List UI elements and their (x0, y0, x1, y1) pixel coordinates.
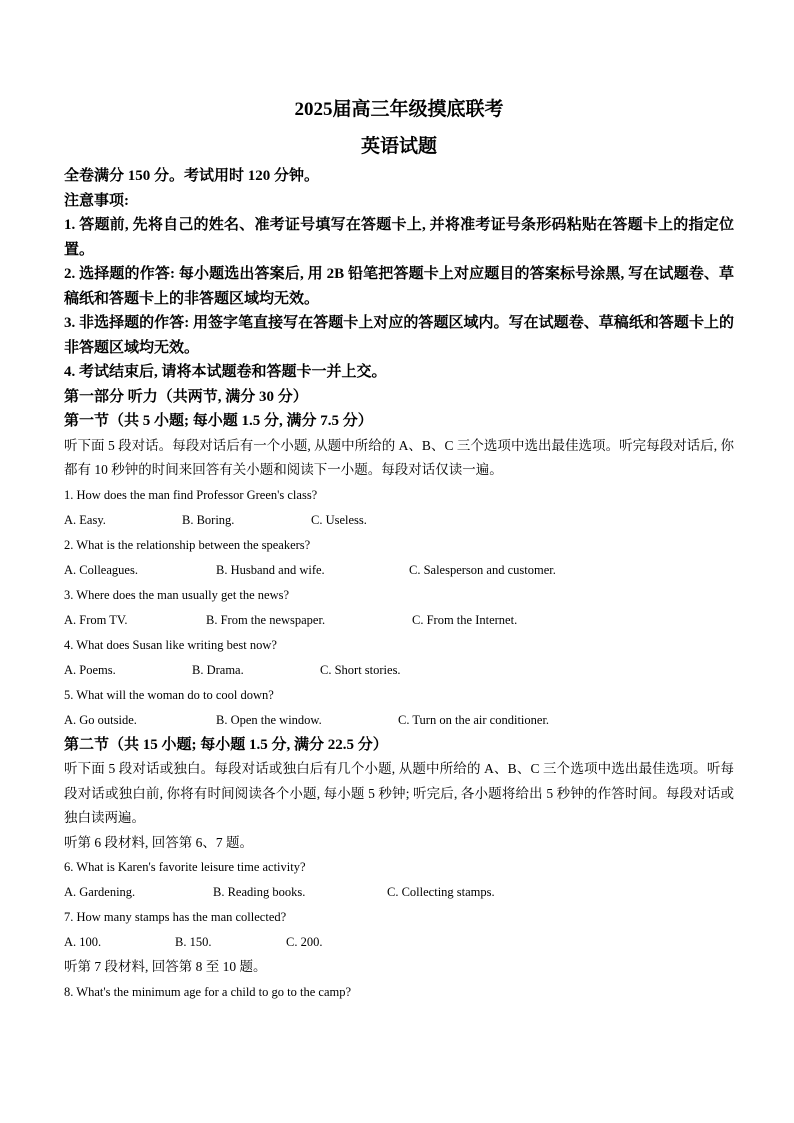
question-options (64, 558, 734, 583)
option-b: B. From the newspaper. (206, 612, 326, 627)
material-7-note: 听第 7 段材料, 回答第 8 至 10 题。 (64, 959, 267, 974)
question-stem: 1. How does the man find Professor Green's class? (64, 487, 318, 502)
option-c: C. From the Internet. (412, 612, 518, 627)
question-stem: 6. What is Karen's favorite leisure time activity? (64, 860, 306, 874)
option-c: C. Useless. (311, 512, 367, 527)
option-a: A. Easy. (64, 512, 106, 527)
instruction-item: 3. 非选择题的作答: 用签字笔直接写在答题卡上对应的答题区域内。写在试题卷、草稿纸和答题卡上的非答题区域均无效。 (64, 315, 734, 356)
option-b: B. Drama. (192, 662, 244, 677)
instruction-item: 1. 答题前, 先将自己的姓名、准考证号填写在答题卡上, 并将准考证号条形码粘贴在答题卡上的指定位置。 (64, 217, 734, 258)
score-time-line: 全卷满分 150 分。考试用时 120 分钟。 (64, 168, 320, 184)
exam-title: 2025届高三年级摸底联考 (294, 99, 504, 120)
exam-subtitle: 英语试题 (360, 136, 437, 157)
question-stem: 5. What will the woman do to cool down? (64, 687, 274, 702)
exam-page (64, 96, 734, 1005)
instruction-item: 4. 考试结束后, 请将本试题卷和答题卡一并上交。 (64, 364, 387, 380)
option-b: B. Reading books. (213, 885, 306, 899)
part1-heading: 第一部分 听力（共两节, 满分 30 分） (64, 388, 308, 405)
section2-directions: 听下面 5 段对话或独白。每段对话或独白后有几个小题, 从题中所给的 A、B、C 三个选项中选出最佳选项。听每段对话或独白前, 你将有时间阅读各个小题, 每小题 5 秒钟; 听完后, 各小题将给出 5 秒钟的作答时间。每段对话或独白读两遍。 (64, 761, 734, 825)
question-options (64, 708, 734, 733)
question-stem: 4. What does Susan like writing best now? (64, 637, 277, 652)
section1-directions: 听下面 5 段对话。每段对话后有一个小题, 从题中所给的 A、B、C 三个选项中选出最佳选项。听完每段对话后, 你都有 10 秒钟的时间来回答有关小题和阅读下一小题。每段对话仅读一遍。 (64, 437, 734, 477)
material-6-note: 听第 6 段材料, 回答第 6、7 题。 (64, 834, 253, 850)
option-a: A. Go outside. (64, 712, 137, 727)
question-options (64, 658, 734, 683)
option-b: B. Boring. (182, 512, 235, 527)
option-c: C. Salesperson and customer. (409, 562, 556, 577)
option-c: C. 200. (286, 935, 323, 949)
option-a: A. Colleagues. (64, 562, 138, 577)
option-c: C. Short stories. (320, 662, 401, 677)
question-stem: 8. What's the minimum age for a child to go to the camp? (64, 984, 352, 999)
option-a: A. Poems. (64, 662, 116, 677)
question-stem: 3. Where does the man usually get the news? (64, 587, 290, 602)
section2-heading: 第二节（共 15 小题; 每小题 1.5 分, 满分 22.5 分） (64, 736, 388, 753)
question-options (64, 880, 734, 905)
instructions-heading: 注意事项: (64, 192, 129, 209)
option-a: A. Gardening. (64, 885, 136, 899)
section1-heading: 第一节（共 5 小题; 每小题 1.5 分, 满分 7.5 分） (64, 413, 373, 429)
question-stem: 7. How many stamps has the man collected? (64, 910, 287, 924)
option-b: B. Husband and wife. (216, 562, 325, 577)
option-a: A. 100. (64, 935, 102, 949)
option-c: C. Collecting stamps. (387, 885, 495, 899)
option-a: A. From TV. (64, 612, 128, 627)
option-b: B. 150. (175, 935, 212, 949)
option-b: B. Open the window. (216, 712, 322, 727)
instruction-item: 2. 选择题的作答: 每小题选出答案后, 用 2B 铅笔把答题卡上对应题目的答案标号涂黑, 写在试题卷、草稿纸和答题卡上的非答题区域均无效。 (64, 266, 734, 307)
question-stem: 2. What is the relationship between the speakers? (64, 537, 311, 552)
question-options (64, 508, 734, 533)
question-options (64, 930, 734, 955)
option-c: C. Turn on the air conditioner. (398, 712, 550, 727)
question-options (64, 608, 734, 633)
